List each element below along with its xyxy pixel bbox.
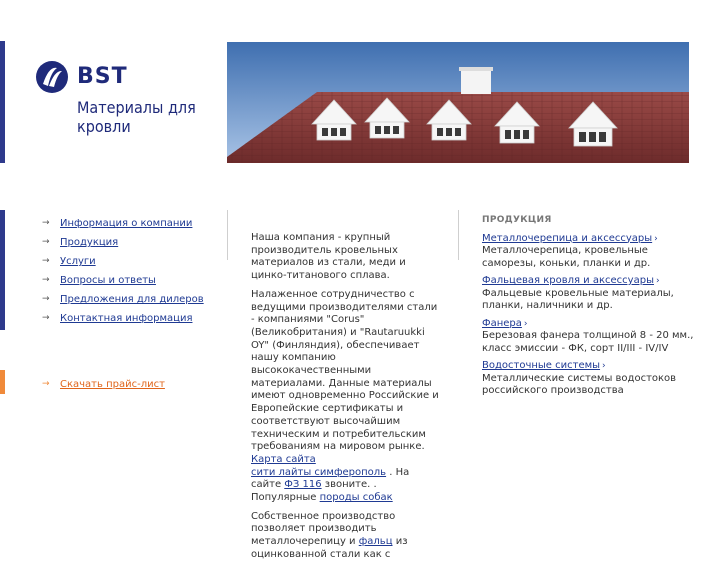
download-price-list[interactable] [40, 375, 250, 394]
left-accent-bar-download [0, 370, 5, 394]
arrow-right-icon: → [42, 218, 50, 228]
nav-link-company[interactable]: Информация о компании [60, 218, 193, 229]
dog-breeds-link[interactable]: породы собак [319, 492, 393, 504]
product-description: Березовая фанера толщиной 8 - 20 мм., класс эмиссии - ФК, сорт II/III - IV/IV [482, 330, 694, 354]
left-accent-bar-top [0, 41, 5, 163]
chevron-right-icon: › [654, 233, 658, 244]
main-navigation [40, 214, 230, 328]
product-link-gutters[interactable]: Водосточные системы [482, 360, 601, 371]
arrow-right-icon: → [42, 379, 50, 389]
nav-item-dealers[interactable] [40, 290, 230, 309]
product-description: Металлические системы водостоков российского производства [482, 372, 677, 396]
products-heading: ПРОДУКЦИЯ [482, 215, 552, 225]
brand-tagline: Материалы для кровли [77, 98, 196, 136]
column-divider [227, 210, 228, 260]
nav-link-dealers[interactable]: Предложения для дилеров [60, 294, 204, 305]
product-description: Металлочерепица, кровельные саморезы, коньки, планки и др. [482, 245, 651, 269]
arrow-right-icon: → [42, 294, 50, 304]
chevron-right-icon: › [655, 276, 660, 286]
brand-logo[interactable] [35, 58, 195, 148]
nav-item-faq[interactable] [40, 271, 230, 290]
chevron-right-icon: › [523, 318, 528, 329]
product-link-seam-roof[interactable]: Фальцевая кровля и аксессуары [482, 275, 654, 286]
nav-link-contacts[interactable]: Контактная информация [60, 313, 193, 324]
left-accent-bar-nav [0, 210, 5, 330]
nav-item-company[interactable] [40, 214, 230, 233]
inline-text: звоните. . Популярные [251, 479, 377, 504]
nav-item-contacts[interactable] [40, 309, 230, 328]
brand-name: BST [77, 64, 128, 89]
nav-item-services[interactable] [40, 252, 230, 271]
about-paragraph-3-text: из оцинкованной стали как с [251, 536, 408, 560]
chevron-right-icon: › [602, 361, 606, 371]
bst-logo-icon [35, 60, 69, 94]
sitemap-link[interactable]: Карта сайта [251, 453, 316, 465]
about-paragraph-2-text: Налаженное сотрудничество с ведущими производителями стали - компаниями "Corus" (Великобритания) и "Rautaruukki OY" (Финляндия), обеспечивает нашу компанию высококачественными материалами. Данные материалы имеют одновременно Российские и Европейские сертификаты и соответствуют высочайшим техническим и потребительским требованиям на мировом рынке. [251, 288, 439, 453]
about-paragraph-3 [251, 511, 441, 562]
falc-link[interactable]: фальц [358, 536, 393, 548]
nav-link-services[interactable]: Услуги [60, 256, 96, 267]
about-paragraph-3-text: Собственное производство позволяет производить металлочерепицу и [251, 510, 396, 548]
about-paragraph-2 [251, 289, 441, 505]
arrow-right-icon: → [42, 275, 50, 285]
product-link-plywood[interactable]: Фанера [482, 317, 522, 329]
arrow-right-icon: → [42, 313, 50, 323]
product-description: Фальцевые кровельные материалы, планки, наличники и др. [482, 287, 674, 311]
product-item [482, 233, 702, 271]
nav-link-faq[interactable]: Вопросы и ответы [60, 275, 156, 286]
nav-link-products[interactable]: Продукция [60, 237, 119, 248]
arrow-right-icon: → [42, 237, 50, 247]
product-item [482, 360, 702, 398]
inline-text: . На сайте [251, 466, 410, 491]
city-lights-link[interactable]: сити лайты симферополь [251, 466, 387, 478]
about-text-column [251, 232, 441, 568]
product-item [482, 318, 702, 356]
about-paragraph-1: Наша компания - крупный производитель кровельных материалов из стали, меди и цинко-титанового сплава. [251, 232, 406, 282]
hero-roof-image [227, 42, 689, 163]
roof-illustration [227, 42, 689, 163]
product-item [482, 275, 702, 313]
product-link-metal-tile[interactable]: Металлочерепица и аксессуары [482, 232, 653, 244]
nav-item-products[interactable] [40, 233, 230, 252]
arrow-right-icon: → [42, 256, 50, 266]
column-divider [458, 210, 459, 260]
fz116-link[interactable]: ФЗ 116 [284, 479, 322, 491]
download-price-link[interactable]: Скачать прайс-лист [60, 379, 165, 390]
products-column [482, 214, 702, 403]
